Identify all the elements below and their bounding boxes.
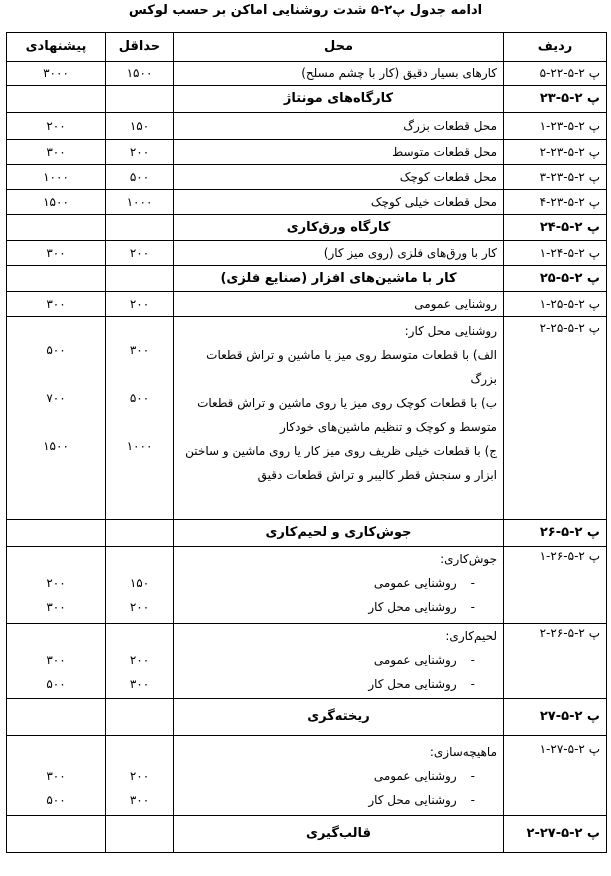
row-code: پ ۲-۵-۲۳-۱ — [504, 113, 607, 140]
row-min: ۱۵۰ — [106, 113, 174, 140]
row-code: پ ۲-۵-۲۳-۲ — [504, 140, 607, 165]
row-min: ۲۰۰ — [106, 241, 174, 266]
row-min: ۲۰۰ — [106, 140, 174, 165]
row-place: کارهای بسیار دقیق (کار با چشم مسلح) — [174, 62, 504, 86]
row-min — [106, 736, 174, 816]
sub-item: - روشنایی عمومی — [180, 648, 497, 672]
row-rec: ۲۰۰ — [7, 113, 106, 140]
empty-cell — [7, 266, 106, 292]
item-a: الف) با قطعات متوسط روی میز یا ماشین و تراش قطعات بزرگ — [206, 348, 497, 386]
rec-value: ۳۰۰ — [46, 600, 66, 614]
section-code: پ ۲-۵-۲۶ — [504, 520, 607, 547]
row-rec: ۳۰۰ — [7, 292, 106, 317]
group-heading: جوش‌کاری: — [440, 552, 497, 566]
illuminance-table — [6, 32, 607, 853]
section-code: پ ۲-۵-۲۳ — [504, 86, 607, 113]
rec-a: ۵۰۰ — [46, 343, 66, 357]
row-rec — [7, 317, 106, 520]
row-min — [106, 317, 174, 520]
empty-cell — [106, 215, 174, 241]
group-heading: لحیم‌کاری: — [445, 629, 497, 643]
section-title: کارگاه‌های مونتاژ — [174, 86, 504, 113]
section-row — [7, 520, 607, 547]
rec-value: ۳۰۰ — [46, 653, 66, 667]
header-row — [7, 33, 607, 62]
header-rec: پیشنهادی — [7, 33, 106, 62]
rec-c: ۱۵۰۰ — [43, 439, 69, 453]
row-place: کار با ورق‌های فلزی (روی میز کار) — [174, 241, 504, 266]
row-code: پ ۲-۵-۲۶-۲ — [504, 624, 607, 699]
row-code: پ ۲-۵-۲۵-۱ — [504, 292, 607, 317]
row-rec — [7, 736, 106, 816]
row-min: ۲۰۰ — [106, 292, 174, 317]
header-min: حداقل — [106, 33, 174, 62]
empty-cell — [106, 86, 174, 113]
empty-cell — [106, 266, 174, 292]
rec-value: ۵۰۰ — [46, 793, 66, 807]
row-code: پ ۲-۵-۲۶-۱ — [504, 547, 607, 624]
row-rec: ۱۰۰۰ — [7, 165, 106, 190]
section-row — [7, 215, 607, 241]
section-code: پ ۲-۵-۲۴ — [504, 215, 607, 241]
row-place — [174, 547, 504, 624]
sub-item: - روشنایی عمومی — [180, 764, 497, 788]
table-row — [7, 736, 607, 816]
row-code: پ ۲-۵-۲۳-۴ — [504, 190, 607, 215]
sub-item: - روشنایی محل کار — [180, 672, 497, 696]
row-rec: ۳۰۰ — [7, 140, 106, 165]
sub-item: - روشنایی محل کار — [180, 788, 497, 812]
row-code: پ ۲-۵-۲۳-۳ — [504, 165, 607, 190]
min-value: ۳۰۰ — [129, 677, 150, 691]
row-place: محل قطعات کوچک — [174, 165, 504, 190]
row-min: ۱۰۰۰ — [106, 190, 174, 215]
row-place: محل قطعات بزرگ — [174, 113, 504, 140]
row-min: ۱۵۰۰ — [106, 62, 174, 86]
min-value: ۳۰۰ — [129, 793, 150, 807]
min-value: ۲۰۰ — [129, 769, 150, 783]
section-code: پ ۲-۵-۲۷ — [504, 699, 607, 736]
section-row — [7, 699, 607, 736]
row-code: پ ۲-۵-۲۷-۱ — [504, 736, 607, 816]
empty-cell — [7, 86, 106, 113]
empty-cell — [7, 699, 106, 736]
table-row — [7, 292, 607, 317]
item-b: ب) با قطعات کوچک روی میز یا روی ماشین و تراش قطعات متوسط و کوچک و تنظیم ماشین‌های خودکار — [197, 396, 497, 434]
section-title: کارگاه ورق‌کاری — [174, 215, 504, 241]
section-title: قالب‌گیری — [174, 816, 504, 853]
table-row — [7, 624, 607, 699]
section-title: جوش‌کاری و لحیم‌کاری — [174, 520, 504, 547]
min-value: ۲۰۰ — [129, 600, 150, 614]
min-value: ۲۰۰ — [129, 653, 150, 667]
empty-cell — [7, 520, 106, 547]
empty-cell — [106, 699, 174, 736]
section-row — [7, 86, 607, 113]
row-min — [106, 547, 174, 624]
min-a: ۳۰۰ — [129, 343, 150, 357]
rec-value: ۳۰۰ — [46, 769, 66, 783]
group-heading: ماهیچه‌سازی: — [429, 745, 497, 759]
row-place: محل قطعات متوسط — [174, 140, 504, 165]
empty-cell — [7, 215, 106, 241]
sub-item: - روشنایی عمومی — [180, 571, 497, 595]
sub-item: - روشنایی محل کار — [180, 595, 497, 619]
table-row — [7, 113, 607, 140]
place-heading: روشنایی محل کار: — [404, 324, 497, 338]
section-row — [7, 266, 607, 292]
rec-value: ۵۰۰ — [46, 677, 66, 691]
header-place: محل — [174, 33, 504, 62]
section-row — [7, 816, 607, 853]
row-code: پ ۲-۵-۲۴-۱ — [504, 241, 607, 266]
row-rec: ۱۵۰۰ — [7, 190, 106, 215]
table-row — [7, 317, 607, 520]
row-rec: ۳۰۰ — [7, 241, 106, 266]
section-code: پ ۲-۵-۲۵ — [504, 266, 607, 292]
table-row — [7, 140, 607, 165]
table-title: ادامه جدول پ۲-۵ شدت روشنایی اماکن بر حسب لوکس — [128, 3, 483, 18]
table-row — [7, 165, 607, 190]
row-min: ۵۰۰ — [106, 165, 174, 190]
item-c: ج) با قطعات خیلی ظریف روی میز کار یا روی ماشین و ساختن ابزار و سنجش قطر کالیبر و تراش قطعات دقیق — [185, 444, 497, 482]
row-place — [174, 736, 504, 816]
table-row — [7, 62, 607, 86]
row-place — [174, 317, 504, 520]
row-rec — [7, 624, 106, 699]
table-row — [7, 241, 607, 266]
empty-cell — [7, 816, 106, 853]
min-c: ۱۰۰۰ — [126, 439, 153, 453]
empty-cell — [106, 520, 174, 547]
row-rec: ۳۰۰۰ — [7, 62, 106, 86]
row-min — [106, 624, 174, 699]
table-row — [7, 190, 607, 215]
row-place — [174, 624, 504, 699]
row-place: محل قطعات خیلی کوچک — [174, 190, 504, 215]
min-value: ۱۵۰ — [129, 576, 150, 590]
section-code: پ ۲-۵-۲۷-۲ — [504, 816, 607, 853]
rec-b: ۷۰۰ — [46, 391, 66, 405]
table-row — [7, 547, 607, 624]
rec-value: ۲۰۰ — [46, 576, 66, 590]
row-rec — [7, 547, 106, 624]
empty-cell — [106, 816, 174, 853]
row-code: پ ۲-۵-۲۵-۲ — [504, 317, 607, 520]
row-code: پ ۲-۵-۲۲-۵ — [504, 62, 607, 86]
header-code: ردیف — [504, 33, 607, 62]
row-place: روشنایی عمومی — [174, 292, 504, 317]
min-b: ۵۰۰ — [129, 391, 150, 405]
section-title: ریخته‌گری — [174, 699, 504, 736]
section-title: کار با ماشین‌های افزار (صنایع فلزی) — [174, 266, 504, 292]
